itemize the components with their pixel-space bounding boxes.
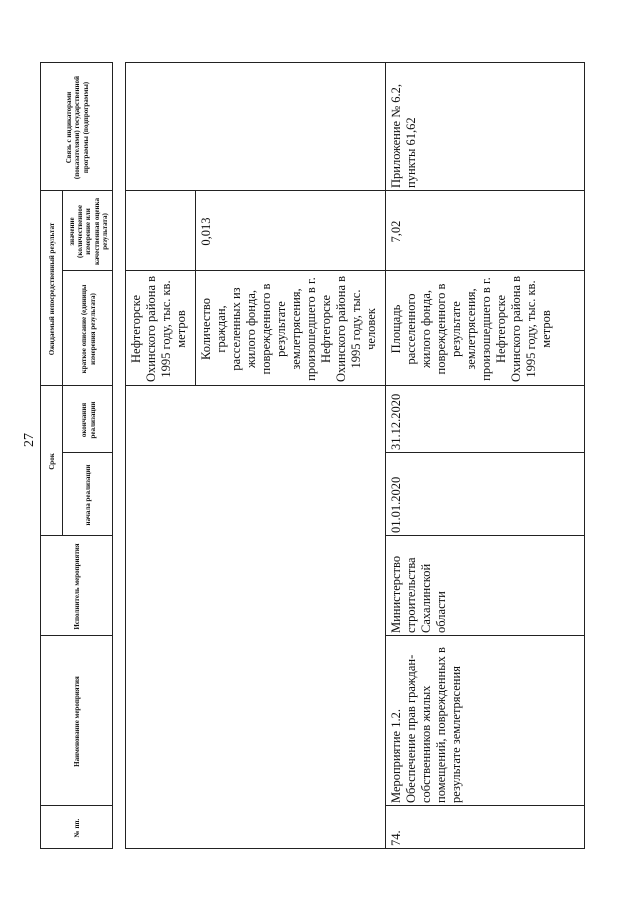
row-desc: Площадь расселенного жилого фонда, поврежденного в результате землетрясения, произошедшего в г. Нефтегорске Охинского района в 1995 году, тыс. кв. метров <box>389 275 553 383</box>
header-executor: Исполнитель мероприятия <box>73 543 82 630</box>
blank-value <box>125 190 196 271</box>
continuation-desc: Количество граждан, расселенных из жилого фонда, поврежденного в результате землетрясения, произошедшего в г. Нефтегорске Охинского района в 1995 году, тыс. человек <box>199 275 378 383</box>
header-term: Срок <box>48 453 57 470</box>
row-start: 01.01.2020 <box>389 476 403 533</box>
blank-cells <box>125 385 386 849</box>
header-term-end: окончания реализации <box>80 401 97 439</box>
header-num: № пп. <box>73 818 82 838</box>
header-result-desc: краткое описание (единицы измерения результата) <box>80 284 97 374</box>
row-end: 31.12.2020 <box>389 393 403 450</box>
row-name: Мероприятие 1.2. Обеспечение прав граждан-собственников жилых помещений, поврежденных в результате землетрясения <box>389 647 463 803</box>
header-result-value: значение (количественное измерение или качественная оценка результата) <box>68 198 109 265</box>
continuation-value: 0,013 <box>199 217 213 246</box>
header-name: Наименование мероприятия <box>73 676 82 767</box>
continuation-desc-tail: Нефтегорске Охинского района в 1995 году, тыс. кв. метров <box>129 275 188 383</box>
row-value: 7,02 <box>389 220 403 243</box>
blank-link <box>125 62 386 191</box>
row-num: 74. <box>389 830 403 846</box>
row-executor: Министерство строительства Сахалинской области <box>389 555 448 633</box>
header-link: Связь с индикаторами (показателями) государственной программы (подпрограммы) <box>65 75 90 180</box>
page-number: 27 <box>22 433 37 447</box>
row-link: Приложение № 6.2, пункты 61,62 <box>389 83 418 188</box>
header-result: Ожидаемый непосредственный результат <box>48 222 57 356</box>
header-term-start: начала реализации <box>84 464 93 526</box>
